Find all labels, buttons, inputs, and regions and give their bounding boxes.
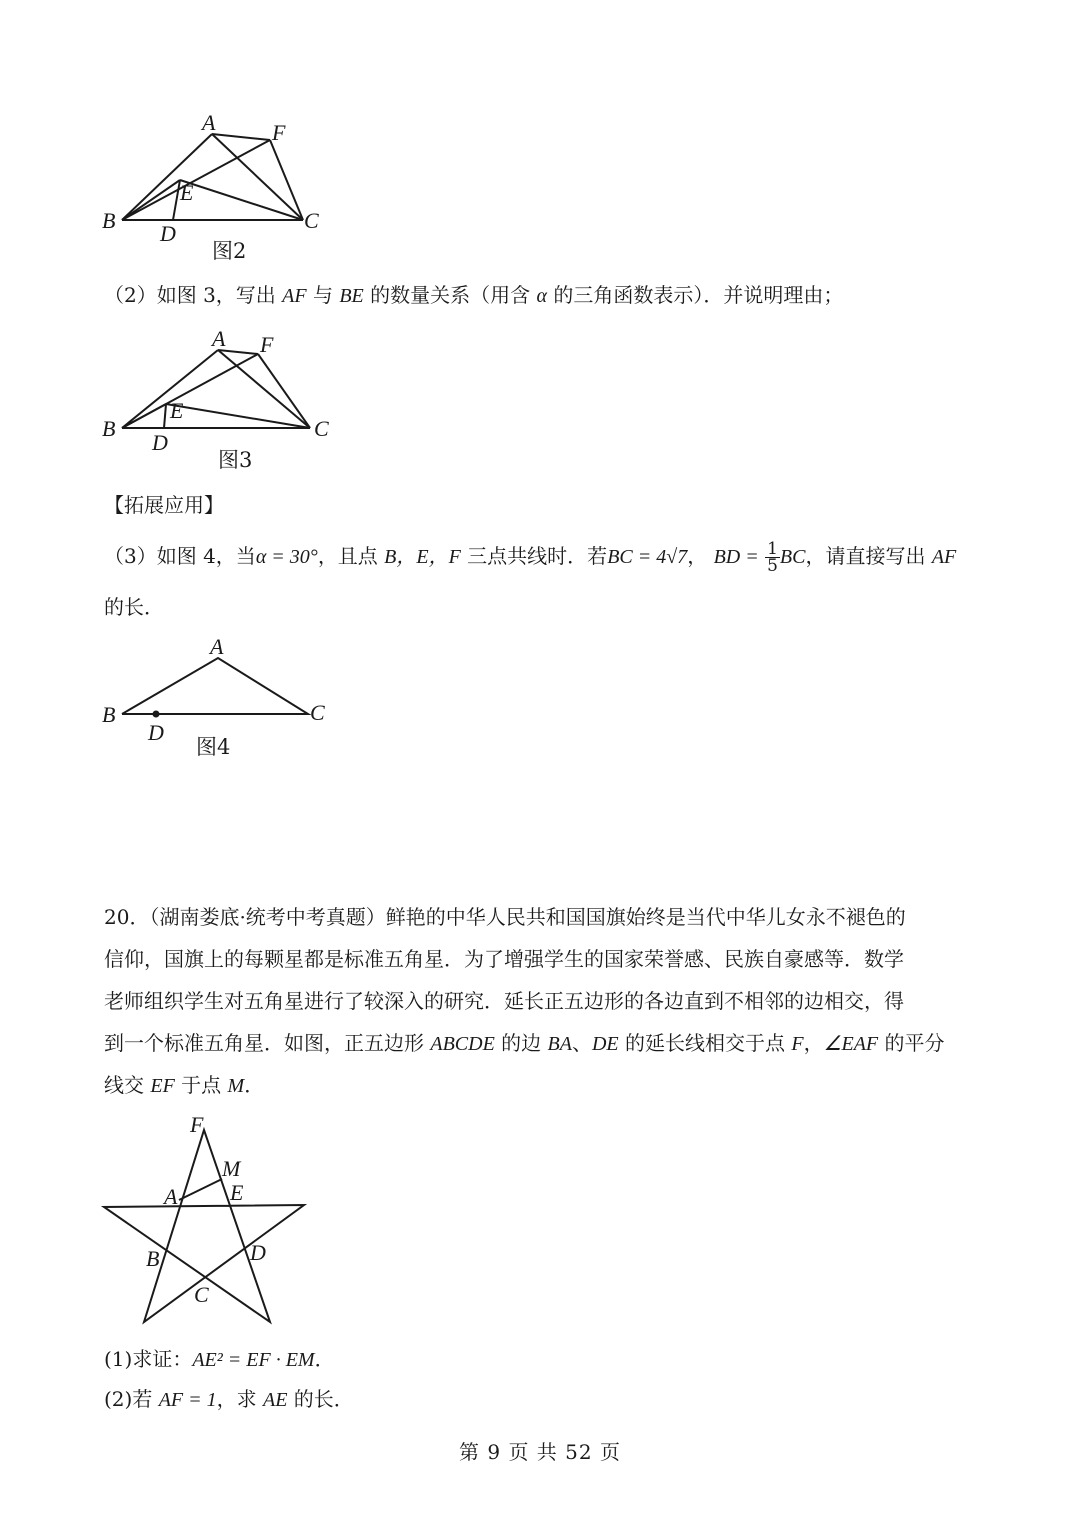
- q19-part2: （2）如图 3，写出 AF 与 BE 的数量关系（用含 α 的三角函数表示）．并说明理由；: [104, 283, 844, 307]
- fig3-caption: 图3: [218, 448, 253, 472]
- fig2-caption: 图2: [212, 239, 247, 263]
- fig4-label-d: D: [148, 720, 164, 745]
- fig3-label-e: E: [170, 398, 184, 423]
- fig4-caption: 图4: [196, 735, 231, 759]
- fig3-label-b: B: [102, 416, 116, 441]
- q20-line-2: 信仰，国旗上的每颗星都是标准五角星．为了增强学生的国家荣誉感、民族自豪感等．数学: [104, 947, 904, 971]
- figure-2: [98, 108, 338, 268]
- q20-line-5: 线交 EF 于点 M．: [104, 1073, 265, 1097]
- q19-part3: （3）如图 4，当α = 30°，且点 B，E，F 三点共线时．若BC = 4√7， BD = $\frac{1}{5}$ BC，请直接写出 AF: [104, 539, 957, 576]
- star-label-d: D: [250, 1240, 266, 1265]
- fig4-label-b: B: [102, 702, 116, 727]
- star-label-b: B: [146, 1246, 160, 1271]
- fig3-label-d: D: [152, 430, 168, 455]
- q20-line-3: 老师组织学生对五角星进行了较深入的研究．延长正五边形的各边直到不相邻的边相交，得: [104, 989, 904, 1013]
- q19-part3-line2: 的长．: [104, 595, 164, 619]
- fig2-label-b: B: [102, 208, 116, 233]
- star-label-f: F: [190, 1112, 204, 1137]
- fig2-label-a: A: [202, 110, 216, 135]
- figure-3: [98, 322, 358, 477]
- q20-sub-1: (1)求证：AE² = EF · EM．: [104, 1347, 335, 1371]
- q20-sub-2: (2)若 AF = 1，求 AE 的长．: [104, 1387, 354, 1411]
- section-heading: 【拓展应用】: [104, 493, 224, 517]
- star-label-e: E: [230, 1180, 244, 1205]
- star-label-a: A: [164, 1184, 178, 1209]
- star-label-m: M: [222, 1156, 241, 1181]
- fig2-label-e: E: [180, 180, 194, 205]
- point-d-dot: [153, 711, 160, 718]
- page-footer: 第 9 页 共 52 页: [459, 1440, 621, 1464]
- fig4-label-a: A: [210, 634, 224, 659]
- fig2-label-d: D: [160, 221, 176, 246]
- fig2-label-c: C: [304, 208, 319, 233]
- star-figure: [98, 1110, 318, 1330]
- fig3-label-a: A: [212, 326, 226, 351]
- fig3-label-f: F: [260, 332, 274, 357]
- q20-line-4: 到一个标准五角星．如图，正五边形 ABCDE 的边 BA、DE 的延长线相交于点 F，∠EAF 的平分: [104, 1031, 945, 1055]
- fig3-label-c: C: [314, 416, 329, 441]
- fig4-label-c: C: [310, 700, 325, 725]
- fig2-label-f: F: [272, 120, 286, 145]
- figure-4: [98, 632, 348, 762]
- q20-line-1: 20．（湖南娄底·统考中考真题）鲜艳的中华人民共和国国旗始终是当代中华儿女永不褪色的: [104, 905, 906, 929]
- star-label-c: C: [194, 1282, 209, 1307]
- fraction-one-fifth: $\frac{1}{5}$: [767, 539, 778, 576]
